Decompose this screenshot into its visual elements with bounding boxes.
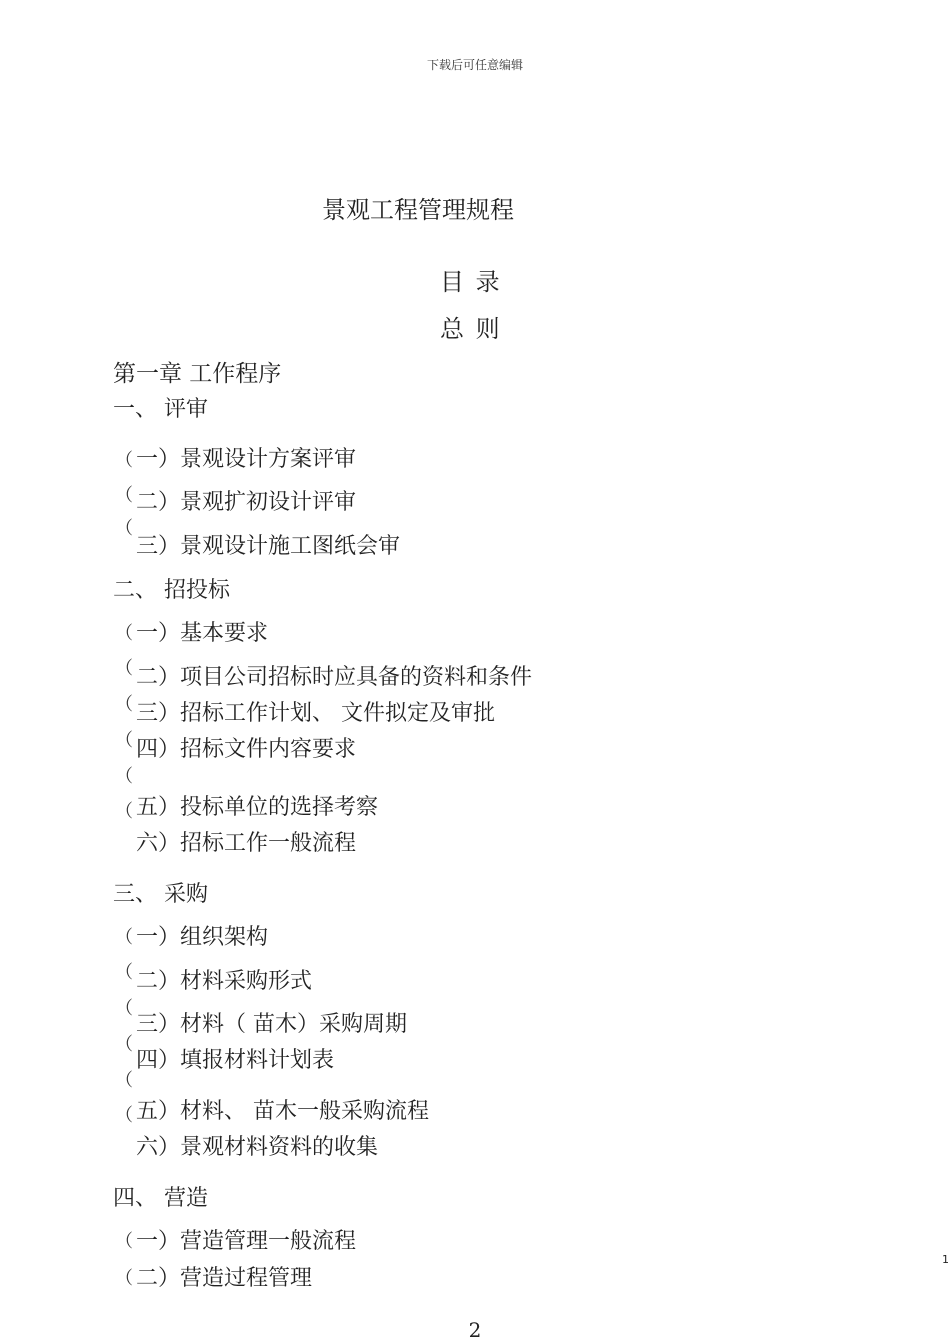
paren-mark: （ [115,450,133,471]
toc-item: 二）营造过程管理 [136,1266,313,1291]
paren-mark: （ [115,485,133,506]
toc-item: 六）招标工作一般流程 [136,831,357,856]
side-mark: 1 [942,1253,949,1266]
toc-item: 三）材料（ 苗木）采购周期 [136,1012,407,1037]
toc-item: 二）景观扩初设计评审 [136,490,357,515]
toc-item: 三）招标工作计划、 文件拟定及审批 [136,701,495,726]
section-heading: 一、 评审 [113,397,208,422]
paren-mark: （ [115,1034,133,1055]
paren-mark: （ [115,801,133,822]
toc-item: 四）填报材料计划表 [136,1048,335,1073]
section-heading: 二、 招投标 [113,578,230,603]
paren-mark: （ [115,1070,133,1091]
toc-item: 一）景观设计方案评审 [136,447,357,472]
paren-mark: （ [115,962,133,983]
chapter-title: 第一章 工作程序 [113,361,282,387]
page-number: 2 [468,1318,482,1342]
paren-mark: （ [115,658,133,679]
toc-item: 二）材料采购形式 [136,969,313,994]
paren-mark: （ [115,1268,133,1289]
toc-item: 二）项目公司招标时应具备的资料和条件 [136,665,533,690]
section-heading: 四、 营造 [113,1186,208,1211]
paren-mark: （ [115,998,133,1019]
paren-mark: （ [115,623,133,644]
paren-mark: （ [115,518,133,539]
paren-mark: （ [115,766,133,787]
toc-item: 五）投标单位的选择考察 [136,795,379,820]
toc-item: 四）招标文件内容要求 [136,737,357,762]
toc-item: 五）材料、 苗木一般采购流程 [136,1099,429,1124]
toc-item: 一）基本要求 [136,621,269,646]
paren-mark: （ [115,1231,133,1252]
paren-mark: （ [115,694,133,715]
document-title: 景观工程管理规程 [322,196,514,224]
toc-item: 三）景观设计施工图纸会审 [136,534,401,559]
toc-item: 一）营造管理一般流程 [136,1229,357,1254]
paren-mark: （ [115,730,133,751]
section-heading: 三、 采购 [113,882,208,907]
general-heading: 总 则 [440,315,502,343]
toc-heading: 目 录 [440,268,502,296]
paren-mark: （ [115,1105,133,1126]
toc-item: 六）景观材料资料的收集 [136,1135,379,1160]
header-note: 下载后可任意编辑 [426,58,523,72]
paren-mark: （ [115,927,133,948]
toc-item: 一）组织架构 [136,925,269,950]
